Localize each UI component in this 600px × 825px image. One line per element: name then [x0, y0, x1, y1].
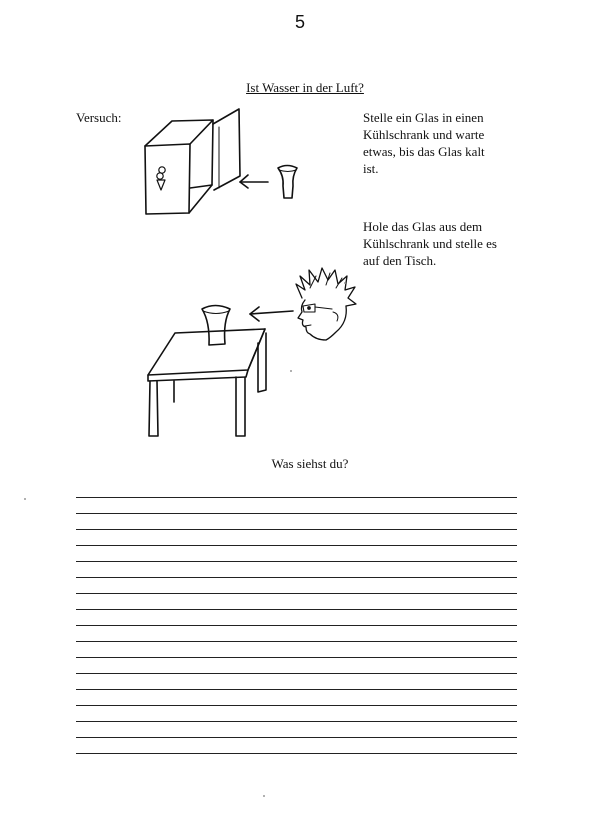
arrow-left-icon [250, 307, 293, 321]
answer-line[interactable] [76, 722, 517, 738]
answer-line[interactable] [76, 530, 517, 546]
instruction-line: Stelle ein Glas in einen [363, 110, 484, 125]
glass-icon [278, 166, 297, 199]
answer-line[interactable] [76, 626, 517, 642]
instruction-line: Kühlschrank und warte [363, 127, 485, 142]
answer-line[interactable] [76, 690, 517, 706]
answer-line[interactable] [76, 546, 517, 562]
scan-speck [263, 795, 265, 797]
person-face-icon [296, 268, 356, 340]
answer-line[interactable] [76, 738, 517, 754]
instruction-line: auf den Tisch. [363, 253, 437, 268]
answer-lines [76, 482, 517, 754]
answer-line[interactable] [76, 610, 517, 626]
arrow-left-icon [240, 175, 268, 188]
table-drawing [148, 329, 266, 436]
experiment-label: Versuch: [76, 110, 122, 125]
scan-speck [24, 498, 26, 500]
fridge-drawing [145, 109, 240, 214]
answer-line[interactable] [76, 642, 517, 658]
instruction-line: etwas, bis das Glas kalt [363, 144, 485, 159]
answer-line[interactable] [76, 674, 517, 690]
instruction-line: ist. [363, 161, 379, 176]
instruction-line: Hole das Glas aus dem [363, 219, 483, 234]
answer-line[interactable] [76, 578, 517, 594]
scan-speck [344, 282, 346, 284]
glass-on-table-icon [202, 306, 230, 346]
answer-line[interactable] [76, 562, 517, 578]
scan-speck [290, 370, 292, 372]
answer-line[interactable] [76, 482, 517, 498]
answer-line[interactable] [76, 498, 517, 514]
ice-cream-icon [157, 167, 165, 190]
page-number: 5 [294, 12, 305, 32]
question-text: Was siehst du? [271, 456, 349, 471]
instruction-line: Kühlschrank und stelle es [363, 236, 497, 251]
answer-line[interactable] [76, 658, 517, 674]
worksheet-title: Ist Wasser in der Luft? [246, 80, 364, 95]
answer-line[interactable] [76, 514, 517, 530]
answer-line[interactable] [76, 594, 517, 610]
answer-line[interactable] [76, 706, 517, 722]
